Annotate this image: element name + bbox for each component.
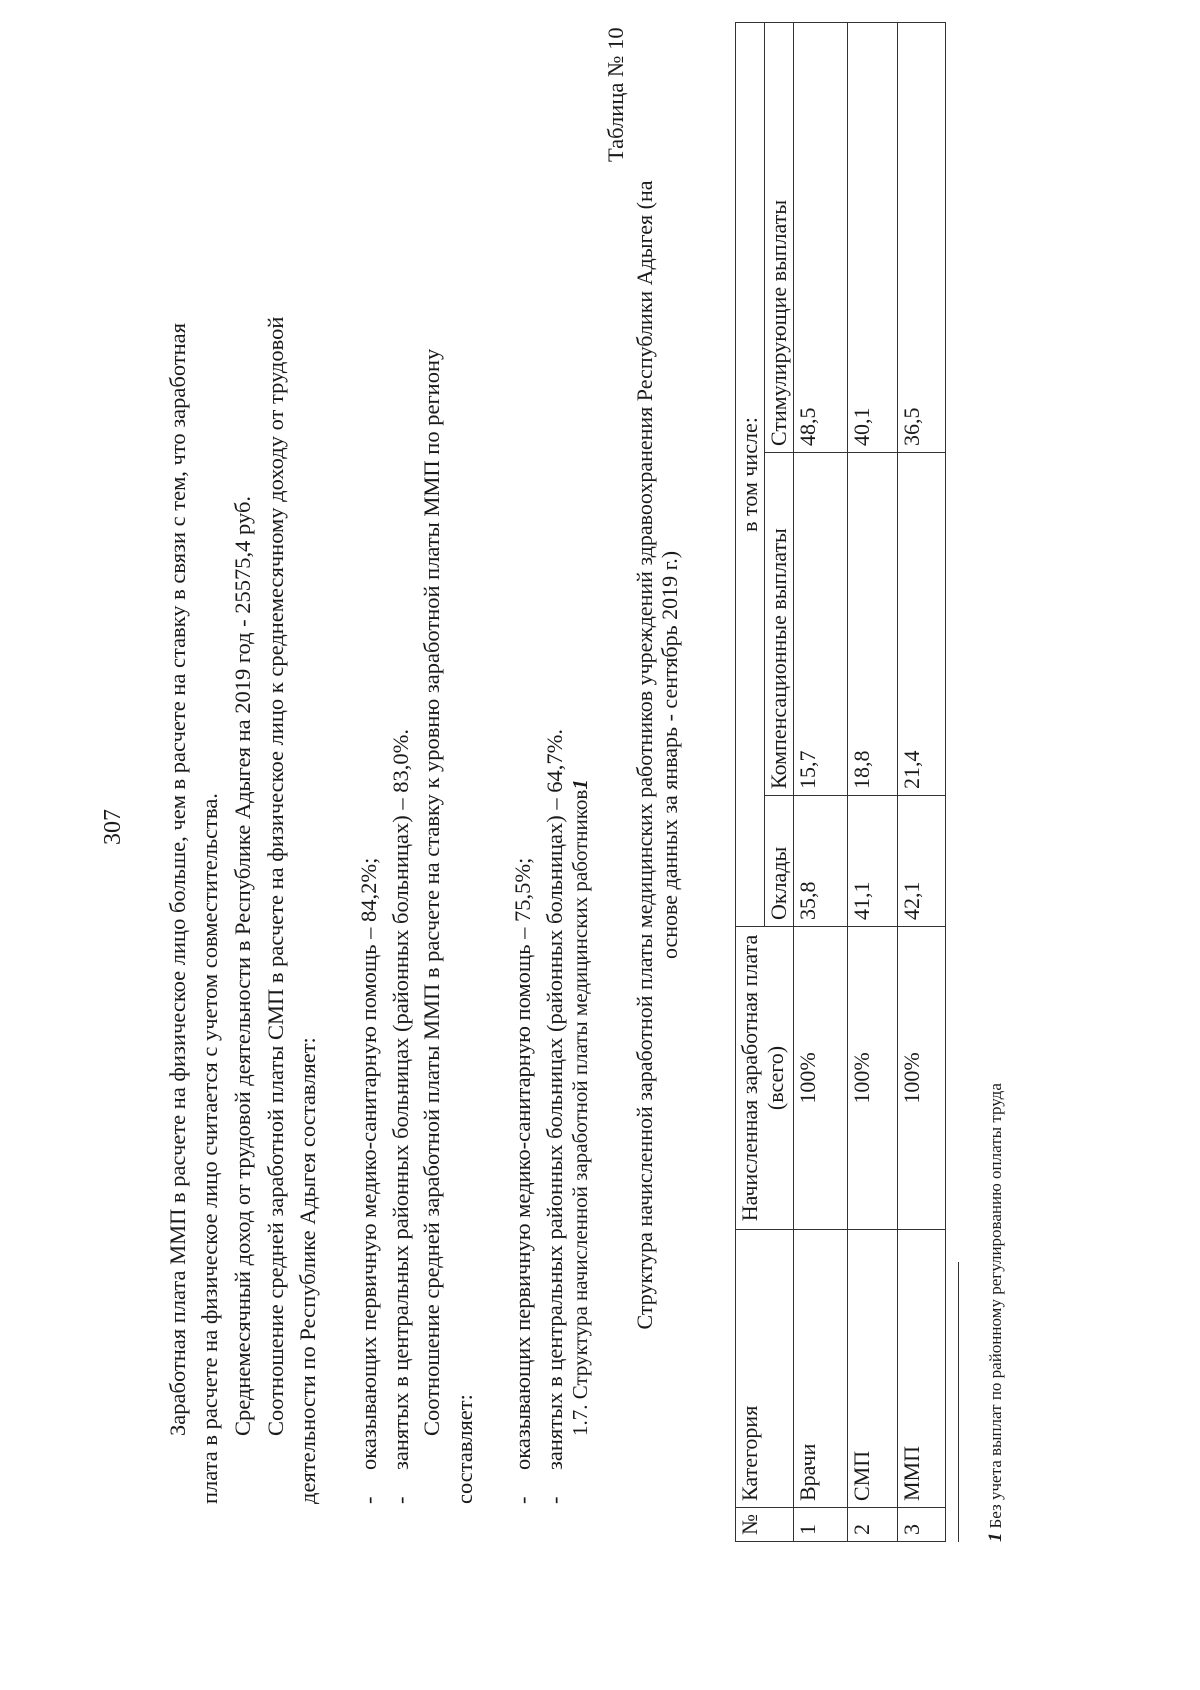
header-total-line-1: Начисленная заработная плата — [737, 934, 762, 1222]
cell-incentive: 40,1 — [848, 23, 898, 453]
section-title-text: 1.7. Структура начисленной заработной платы медицинских работников — [568, 789, 592, 1436]
bullet-item — [358, 858, 381, 1504]
bullet-text: оказывающих первичную медико-санитарную помощь – 84,2%; — [356, 857, 381, 1470]
footnote-mark: 1 — [985, 1532, 1006, 1542]
header-category: Категория — [736, 1230, 794, 1508]
cell-total: 100% — [848, 927, 898, 1230]
table-header-row — [736, 23, 765, 1542]
cell-category: СМП — [848, 1230, 898, 1508]
cell-salary: 35,8 — [794, 796, 848, 927]
bullet-item — [512, 858, 535, 1504]
footnote-reference: 1 — [568, 779, 592, 790]
header-total-line-2: (всего) — [763, 1045, 788, 1111]
paragraph-3-line-2: деятельности по Республике Адыгея составляет: — [295, 1037, 320, 1504]
paragraph-1-line-1: Заработная плата ММП в расчете на физическое лицо больше, чем в расчете на ставку в связи с тем, что заработная — [165, 322, 190, 1436]
bullet-dash: - — [542, 1496, 567, 1504]
header-incentive: Стимулирующие выплаты — [765, 23, 794, 453]
footnote — [985, 1083, 1007, 1542]
table-label: Таблица № 10 — [603, 27, 628, 162]
paragraph-1-line-2: плата в расчете на физическое лицо считается с учетом совместительства. — [197, 793, 222, 1504]
page-number: 307 — [100, 809, 126, 845]
cell-compensation: 15,7 — [794, 453, 848, 796]
table-row — [848, 23, 898, 1542]
table-caption-line-2: основе данных за январь - сентябрь 2019 г.) — [657, 550, 682, 960]
bullet-item — [390, 729, 413, 1504]
paragraph-4-line-1: Соотношение средней заработной платы ММП в расчете на ставку к уровню заработной платы ММП по региону — [419, 348, 444, 1436]
cell-category: ММП — [898, 1230, 946, 1508]
cell-salary: 42,1 — [898, 796, 946, 927]
footnote-text: Без учета выплат по районному регулированию оплаты труда — [986, 1083, 1005, 1529]
bullet-dash: - — [388, 1496, 413, 1504]
table-row — [898, 23, 946, 1542]
section-title — [570, 779, 591, 1436]
bullet-item — [544, 729, 567, 1504]
table-caption-line-1: Структура начисленной заработной платы медицинских работников учреждений здравоохранения Республики Адыгея (на — [632, 180, 657, 1330]
cell-incentive: 36,5 — [898, 23, 946, 453]
footnote-separator — [958, 1262, 959, 1542]
bullet-text: занятых в центральных районных больницах (районных больницах) – 83,0%. — [388, 728, 413, 1470]
bullet-text: занятых в центральных районных больницах (районных больницах) – 64,7%. — [542, 728, 567, 1470]
header-number: № — [736, 1508, 794, 1542]
cell-number: 1 — [794, 1508, 848, 1542]
header-including: в том числе: — [736, 23, 765, 927]
header-salary: Оклады — [765, 796, 794, 927]
bullet-dash: - — [356, 1496, 381, 1504]
data-table — [735, 22, 946, 1542]
cell-compensation: 21,4 — [898, 453, 946, 796]
bullet-dash: - — [510, 1496, 535, 1504]
cell-salary: 41,1 — [848, 796, 898, 927]
paragraph-4-line-2: составляет: — [452, 1394, 477, 1504]
header-total — [736, 927, 794, 1230]
paragraph-3-line-1: Соотношение средней заработной платы СМП в расчете на физическое лицо к среднемесячному доходу от трудовой — [263, 316, 288, 1436]
cell-number: 3 — [898, 1508, 946, 1542]
cell-total: 100% — [898, 927, 946, 1230]
paragraph-2: Среднемесячный доход от трудовой деятельности в Республике Адыгея на 2019 год - 25575,4 руб. — [230, 495, 255, 1436]
cell-number: 2 — [848, 1508, 898, 1542]
cell-total: 100% — [794, 927, 848, 1230]
table-row — [794, 23, 848, 1542]
cell-incentive: 48,5 — [794, 23, 848, 453]
cell-category: Врачи — [794, 1230, 848, 1508]
cell-compensation: 18,8 — [848, 453, 898, 796]
header-compensation: Компенсационные выплаты — [765, 453, 794, 796]
bullet-text: оказывающих первичную медико-санитарную помощь – 75,5%; — [510, 857, 535, 1470]
